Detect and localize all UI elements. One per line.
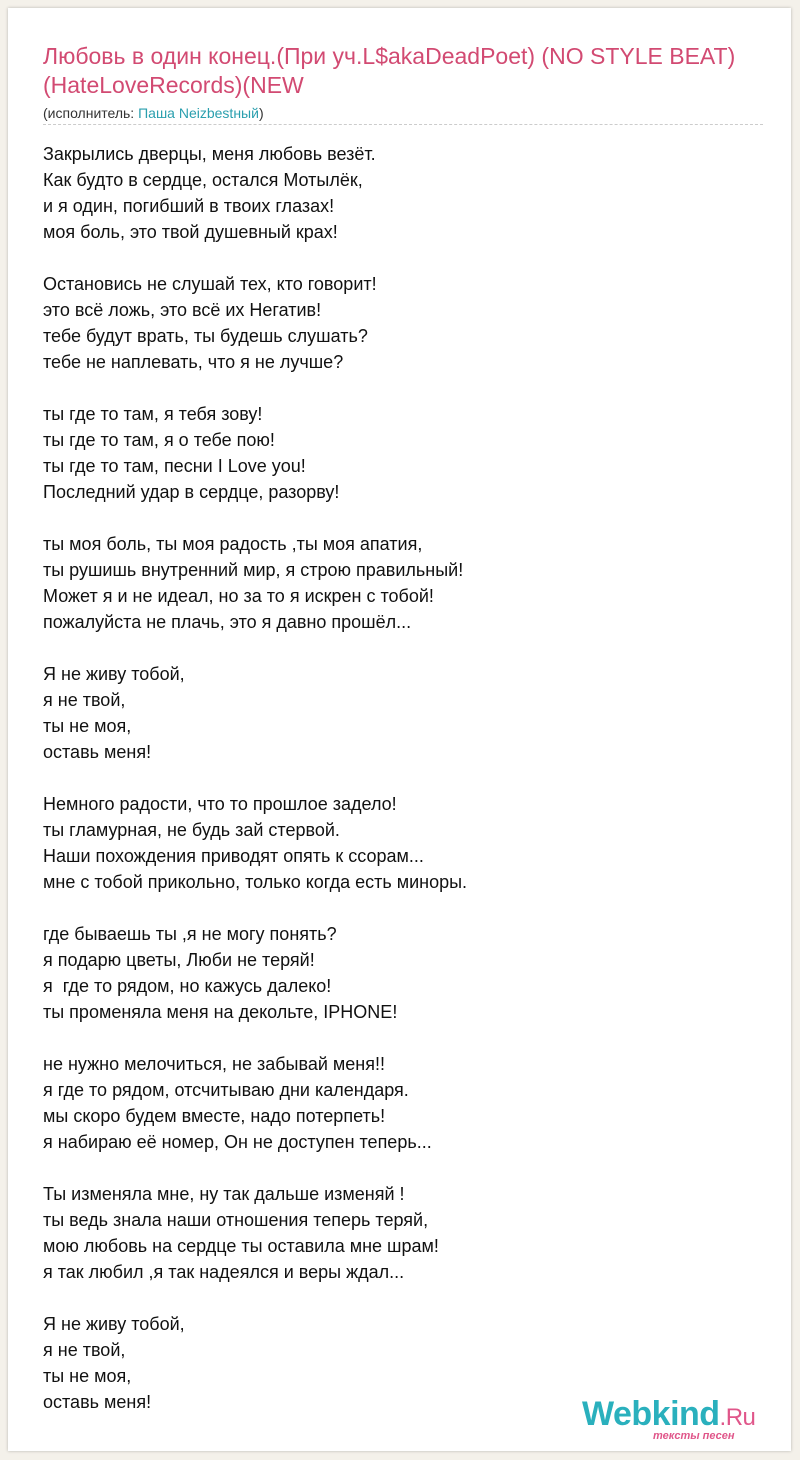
lyric-line: ты где то там, я о тебе пою!	[43, 430, 275, 450]
stanza	[43, 791, 763, 895]
lyric-line: я не твой,	[43, 690, 126, 710]
lyric-line: ты где то там, я тебя зову!	[43, 404, 263, 424]
song-title: Любовь в один конец.(При уч.L$akaDeadPoet) (NO STYLE BEAT)(HateLoveRecords)(NEW	[43, 43, 736, 98]
lyric-line: и я один, погибший в твоих глазах!	[43, 196, 335, 216]
lyric-line: Закрылись дверцы, меня любовь везёт.	[43, 144, 376, 164]
lyric-line: Я не живу тобой,	[43, 664, 185, 684]
stanza	[43, 141, 763, 245]
stanza	[43, 1051, 763, 1155]
lyrics-body	[43, 141, 763, 1441]
stanza	[43, 1181, 763, 1285]
stanza	[43, 661, 763, 765]
lyric-line: оставь меня!	[43, 1392, 152, 1412]
lyric-line: я где то рядом, но кажусь далеко!	[43, 976, 332, 996]
lyric-line: моя боль, это твой душевный крах!	[43, 222, 338, 242]
lyrics-card	[8, 8, 791, 1451]
lyric-line: ты променяла меня на декольте, IPHONE!	[43, 1002, 398, 1022]
lyric-line: Наши похождения приводят опять к ссорам...	[43, 846, 424, 866]
logo-tld: .Ru	[719, 1404, 756, 1431]
stanza	[43, 271, 763, 375]
lyric-line: Остановись не слушай тех, кто говорит!	[43, 274, 377, 294]
lyric-line: пожалуйста не плачь, это я давно прошёл...	[43, 612, 412, 632]
lyric-line: ты не моя,	[43, 1366, 132, 1386]
artist-label: (исполнитель:	[43, 105, 139, 121]
logo-tagline: тексты песен	[653, 1430, 735, 1442]
lyric-line: ты где то там, песни I Love you!	[43, 456, 306, 476]
lyric-line: тебе не наплевать, что я не лучше?	[43, 352, 344, 372]
lyric-line: тебе будут врать, ты будешь слушать?	[43, 326, 368, 346]
stanza	[43, 921, 763, 1025]
lyric-line: не нужно мелочиться, не забывай меня!!	[43, 1054, 385, 1074]
artist-line	[43, 104, 763, 125]
lyric-line: я подарю цветы, Люби не теряй!	[43, 950, 315, 970]
lyric-line: мою любовь на сердце ты оставила мне шрам!	[43, 1236, 439, 1256]
lyric-line: это всё ложь, это всё их Негатив!	[43, 300, 322, 320]
lyric-line: я где то рядом, отсчитываю дни календаря.	[43, 1080, 409, 1100]
lyric-line: оставь меня!	[43, 742, 152, 762]
lyric-line: Может я и не идеал, но за то я искрен с тобой!	[43, 586, 434, 606]
site-logo[interactable]	[582, 1394, 782, 1446]
lyric-line: ты гламурная, не будь зай стервой.	[43, 820, 340, 840]
lyric-line: ты не моя,	[43, 716, 132, 736]
lyric-line: ты рушишь внутренний мир, я строю правильный!	[43, 560, 464, 580]
artist-close: )	[258, 105, 264, 121]
lyric-line: я так любил ,я так надеялся и веры ждал...	[43, 1262, 405, 1282]
lyric-line: Немного радости, что то прошлое задело!	[43, 794, 397, 814]
lyric-line: где бываешь ты ,я не могу понять?	[43, 924, 337, 944]
stanza	[43, 401, 763, 505]
lyric-line: я не твой,	[43, 1340, 126, 1360]
lyric-line: ты ведь знала наши отношения теперь теряй,	[43, 1210, 429, 1230]
lyric-line: Ты изменяла мне, ну так дальше изменяй !	[43, 1184, 405, 1204]
lyric-line: Как будто в сердце, остался Мотылёк,	[43, 170, 363, 190]
lyric-line: мне с тобой прикольно, только когда есть миноры.	[43, 872, 468, 892]
logo-main-text: Webkind	[582, 1395, 720, 1433]
lyric-line: Я не живу тобой,	[43, 1314, 185, 1334]
lyric-line: я набираю её номер, Он не доступен теперь...	[43, 1132, 432, 1152]
lyric-line: мы скоро будем вместе, надо потерпеть!	[43, 1106, 386, 1126]
artist-link[interactable]: Паша Neizbestный	[138, 105, 259, 121]
lyric-line: ты моя боль, ты моя радость ,ты моя апатия,	[43, 534, 423, 554]
stanza	[43, 531, 763, 635]
lyric-line: Последний удар в сердце, разорву!	[43, 482, 340, 502]
